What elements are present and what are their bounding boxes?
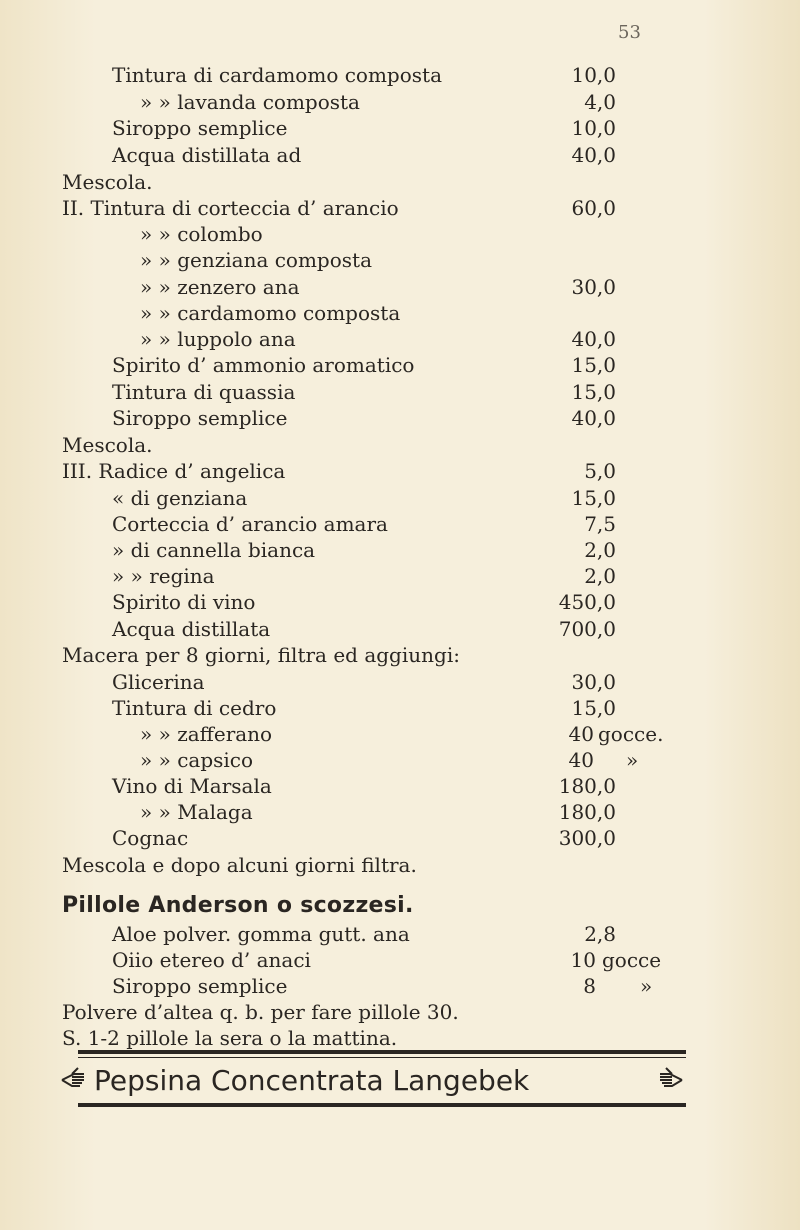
recipe-line <box>0 275 800 300</box>
ingredient-text: Oiio etereo d’ anaci <box>112 948 311 972</box>
ingredient-text: Spirito d’ ammonio aromatico <box>112 353 415 377</box>
recipe-line <box>0 353 800 378</box>
recipe-line <box>0 143 800 168</box>
quantity: 15,0 <box>571 353 616 377</box>
divider-top-thin <box>78 1057 686 1058</box>
quantity: 180,0 <box>558 774 616 798</box>
ingredient-text: Tintura di cardamomo composta <box>112 63 442 87</box>
ingredient-text: « di genziana <box>112 486 248 510</box>
unit: » <box>640 974 653 998</box>
recipe-line <box>0 670 800 695</box>
recipe-line <box>0 196 800 221</box>
ingredient-text: Spirito di vino <box>112 590 256 614</box>
ingredient-text: Glicerina <box>112 670 205 694</box>
unit: » <box>626 748 639 772</box>
ingredient-text: Macera per 8 giorni, filtra ed aggiungi: <box>62 643 460 667</box>
quantity: 40,0 <box>571 406 616 430</box>
quantity: 30,0 <box>571 670 616 694</box>
quantity: 10,0 <box>571 63 616 87</box>
quantity: 700,0 <box>558 617 616 641</box>
ingredient-text: Acqua distillata ad <box>112 143 302 167</box>
recipe-line <box>0 617 800 642</box>
unit: gocce. <box>598 722 664 746</box>
quantity: 30,0 <box>571 275 616 299</box>
ingredient-text: Aloe polver. gomma gutt. ana <box>112 922 410 946</box>
ingredient-text: Tintura di quassia <box>112 380 296 404</box>
ingredient-text: Mescola e dopo alcuni giorni filtra. <box>62 853 417 877</box>
ingredient-text: Mescola. <box>62 170 153 194</box>
recipe-line <box>0 222 800 247</box>
recipe-line <box>0 722 800 747</box>
quantity: 7,5 <box>584 512 616 536</box>
recipe-line <box>0 774 800 799</box>
recipe-line <box>0 922 800 947</box>
quantity: 10 <box>570 948 596 972</box>
recipe-line <box>0 116 800 141</box>
ingredient-text: » » capsico <box>140 748 254 772</box>
ingredient-text: » » cardamomo composta <box>140 301 401 325</box>
recipe-line <box>0 1000 800 1025</box>
ingredient-text: » » zafferano <box>140 722 273 746</box>
recipe-line <box>0 301 800 326</box>
ingredient-text: Siroppo semplice <box>112 406 288 430</box>
recipe-line <box>0 826 800 851</box>
recipe-line <box>0 564 800 589</box>
ingredient-text: » » Malaga <box>140 800 253 824</box>
recipe-line <box>0 248 800 273</box>
recipe-line <box>0 63 800 88</box>
ingredient-text: Cognac <box>112 826 189 850</box>
recipe-line <box>0 90 800 115</box>
quantity: 450,0 <box>558 590 616 614</box>
ingredient-text: Vino di Marsala <box>112 774 272 798</box>
quantity: 15,0 <box>571 380 616 404</box>
recipe-line <box>0 459 800 484</box>
recipe-line <box>0 1026 800 1051</box>
recipe-line <box>0 406 800 431</box>
recipe-line <box>0 853 800 878</box>
ingredient-text: III. Radice d’ angelica <box>62 459 286 483</box>
quantity: 180,0 <box>558 800 616 824</box>
ingredient-text: » » luppolo ana <box>140 327 296 351</box>
ingredient-text: » » colombo <box>140 222 263 246</box>
ingredient-text: » » regina <box>112 564 215 588</box>
divider-bottom <box>78 1103 686 1107</box>
ingredient-text: Corteccia d’ arancio amara <box>112 512 388 536</box>
recipe-line <box>0 433 800 458</box>
recipe-line <box>0 512 800 537</box>
quantity: 4,0 <box>584 90 616 114</box>
recipe-line <box>0 800 800 825</box>
recipe-line <box>0 380 800 405</box>
ingredient-text: » » genziana composta <box>140 248 373 272</box>
quantity: 40,0 <box>571 327 616 351</box>
recipe-line <box>0 590 800 615</box>
ingredient-text: » » lavanda composta <box>140 90 360 114</box>
recipe-line <box>0 643 800 668</box>
quantity: 2,0 <box>584 564 616 588</box>
ingredient-text: Siroppo semplice <box>112 974 288 998</box>
ingredient-text: Acqua distillata <box>112 617 271 641</box>
quantity: 60,0 <box>571 196 616 220</box>
quantity: 2,8 <box>584 922 616 946</box>
ingredient-text: Tintura di cedro <box>112 696 277 720</box>
page-number: 53 <box>618 22 641 43</box>
quantity: 10,0 <box>571 116 616 140</box>
recipe-line <box>0 748 800 773</box>
hand-ornament-right-icon <box>656 1064 686 1096</box>
recipe-line <box>0 486 800 511</box>
banner-title: Pepsina Concentrata Langebek <box>94 1064 530 1097</box>
ingredient-text: Polvere d’altea q. b. per fare pillole 30. <box>62 1000 459 1024</box>
quantity: 40 <box>568 748 594 772</box>
quantity: 40 <box>568 722 594 746</box>
ingredient-text: II. Tintura di corteccia d’ arancio <box>62 196 399 220</box>
ingredient-text: Mescola. <box>62 433 153 457</box>
section-heading: Pillole Anderson o scozzesi. <box>62 893 414 918</box>
quantity: 15,0 <box>571 696 616 720</box>
hand-ornament-left-icon <box>58 1064 88 1096</box>
recipe-line <box>0 538 800 563</box>
quantity: 2,0 <box>584 538 616 562</box>
ingredient-text: S. 1-2 pillole la sera o la mattina. <box>62 1026 398 1050</box>
unit: gocce <box>602 948 662 972</box>
ingredient-text: » di cannella bianca <box>112 538 316 562</box>
quantity: 8 <box>583 974 596 998</box>
recipe-line <box>0 170 800 195</box>
recipe-line <box>0 948 800 973</box>
quantity: 40,0 <box>571 143 616 167</box>
recipe-line <box>0 327 800 352</box>
quantity: 15,0 <box>571 486 616 510</box>
recipe-line <box>0 974 800 999</box>
ingredient-text: » » zenzero ana <box>140 275 300 299</box>
quantity: 300,0 <box>558 826 616 850</box>
divider-top <box>78 1050 686 1054</box>
quantity: 5,0 <box>584 459 616 483</box>
recipe-line <box>0 696 800 721</box>
ingredient-text: Siroppo semplice <box>112 116 288 140</box>
